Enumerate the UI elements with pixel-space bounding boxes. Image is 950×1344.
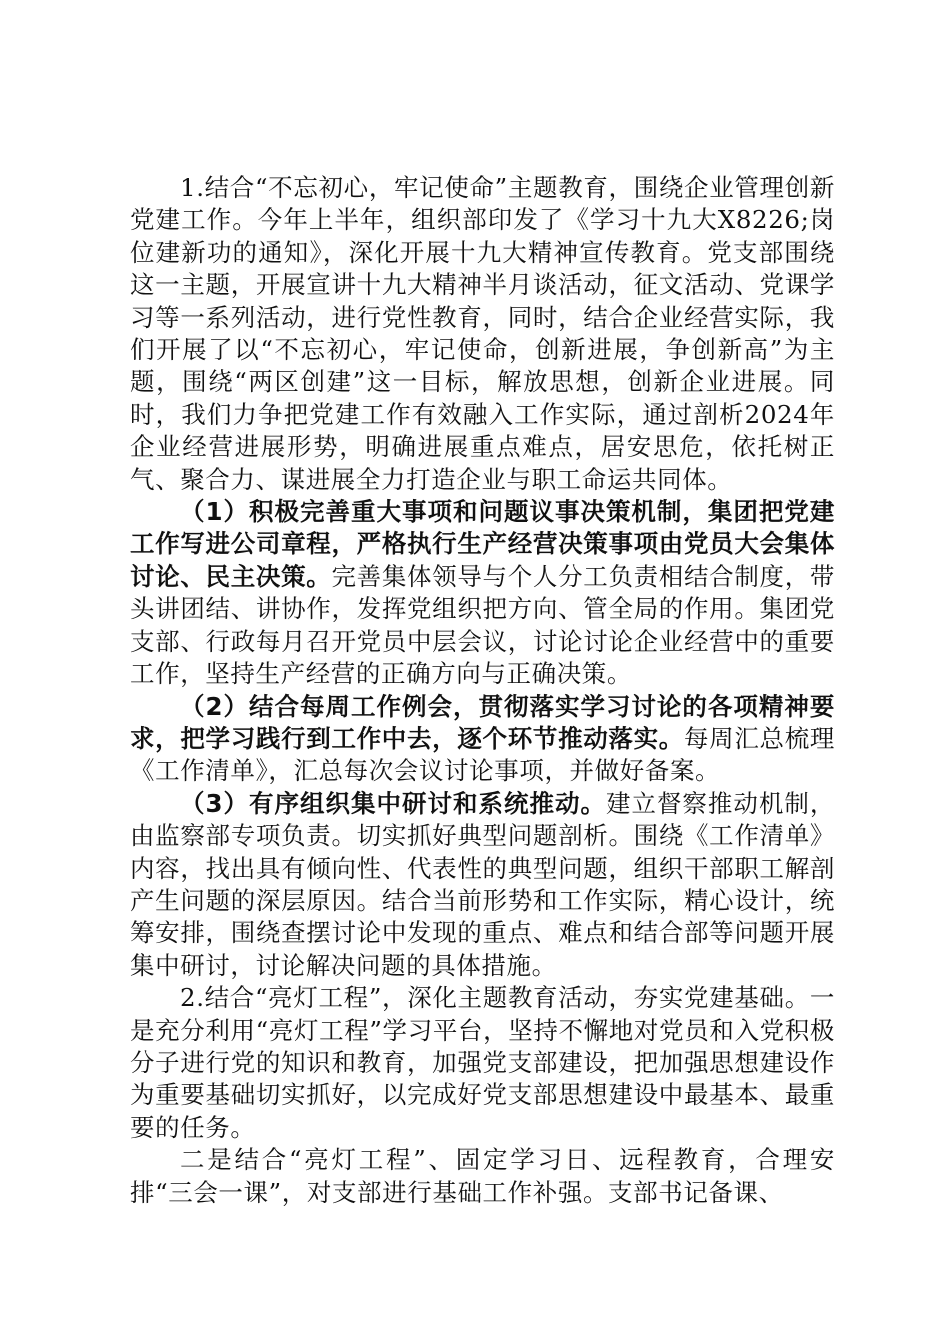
paragraph-1 xyxy=(130,172,835,496)
paragraph-5 xyxy=(130,982,835,1144)
paragraph-5-body: 2.结合“亮灯工程”，深化主题教育活动，夯实党建基础。一是充分利用“亮灯工程”学习平台，坚持不懈地对党员和入党积极分子进行党的知识和教育，加强党支部建设，把加强思想建设作为重要基础切实抓好，以完成好党支部思想建设中最基本、最重要的任务。 xyxy=(130,983,835,1142)
paragraph-6 xyxy=(130,1144,835,1209)
paragraph-3 xyxy=(130,691,835,788)
paragraph-1-body: 1.结合“不忘初心，牢记使命”主题教育，围绕企业管理创新党建工作。今年上半年，组织部印发了《学习十九大X8226;岗位建新功的通知》，深化开展十九大精神宣传教育。党支部围绕这一主题，开展宣讲十九大精神半月谈活动，征文活动、党课学习等一系列活动，进行党性教育，同时，结合企业经营实际，我们开展了以“不忘初心，牢记使命，创新进展，争创新高”为主题，围绕“两区创建”这一目标，解放思想，创新企业进展。同时，我们力争把党建工作有效融入工作实际，通过剖析2024年企业经营进展形势，明确进展重点难点，居安思危，依托树正气、聚合力、谋进展全力打造企业与职工命运共同体。 xyxy=(130,173,835,494)
paragraph-2 xyxy=(130,496,835,690)
paragraph-4-lead: （3）有序组织集中研讨和系统推动。 xyxy=(180,788,606,818)
paragraph-4-body: 建立督察推动机制，由监察部专项负责。切实抓好典型问题剖析。围绕《工作清单》内容，找出具有倾向性、代表性的典型问题，组织干部职工解剖产生问题的深层原因。结合当前形势和工作实际，精心设计，统筹安排，围绕查摆讨论中发现的重点、难点和结合部等问题开展集中研讨，讨论解决问题的具体措施。 xyxy=(130,788,836,980)
paragraph-6-body: 二是结合“亮灯工程”、固定学习日、远程教育，合理安排“三会一课”，对支部进行基础工作补强。支部书记备课、 xyxy=(130,1145,835,1207)
paragraph-2-body: 完善集体领导与个人分工负责相结合制度，带头讲团结、讲协作，发挥党组织把方向、管全局的作用。集团党支部、行政每月召开党员中层会议，讨论讨论企业经营中的重要工作，坚持生产经营的正确方向与正确决策。 xyxy=(130,561,835,689)
paragraph-3-lead: （2）结合每周工作例会，贯彻落实学习讨论的各项精神要求，把学习践行到工作中去，逐个环节推动落实。 xyxy=(130,691,835,753)
document-page xyxy=(130,172,835,1209)
paragraph-3-body: 每周汇总梳理《工作清单》，汇总每次会议讨论事项，并做好备案。 xyxy=(130,723,835,786)
paragraph-4 xyxy=(130,788,835,982)
paragraph-2-lead: （1）积极完善重大事项和问题议事决策机制，集团把党建工作写进公司章程，严格执行生产经营决策事项由党员大会集体讨论、民主决策。 xyxy=(130,497,835,591)
